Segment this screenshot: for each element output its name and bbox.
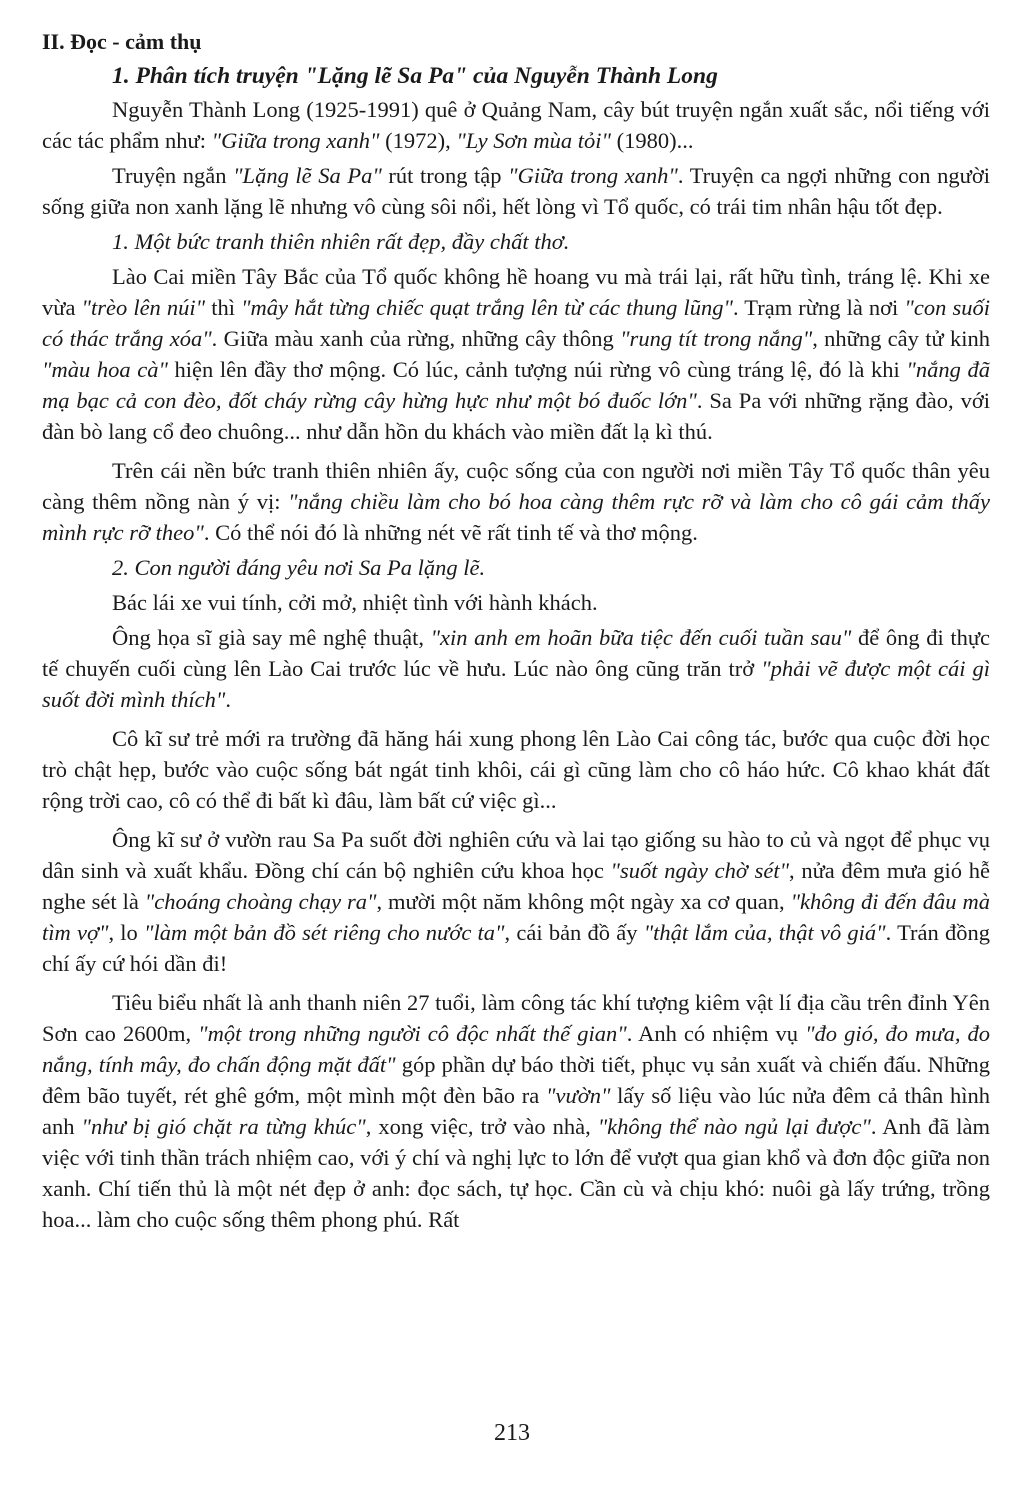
quoted-text: "Giữa trong xanh" <box>508 163 678 188</box>
text-run: , mười một năm không một ngày xa cơ quan, <box>376 889 791 914</box>
quoted-text: "không đi đến đâu mà tìm vợ" <box>42 889 990 945</box>
document-page <box>42 26 990 1239</box>
text-run: 2. Con người đáng yêu nơi Sa Pa lặng lẽ. <box>112 555 486 580</box>
quoted-text: "suốt ngày chờ sét" <box>610 858 790 883</box>
paragraph <box>42 160 990 222</box>
text-run: Tiêu biểu nhất là anh thanh niên 27 tuổi, làm công tác khí tượng kiêm vật lí địa cầu trên đỉnh Yên Sơn cao 2600m, <box>42 990 990 1046</box>
paragraph <box>42 455 990 548</box>
quoted-text: "phải vẽ được một cái gì suốt đời mình thích" <box>42 656 991 712</box>
text-run: . Trạm rừng là nơi <box>732 295 905 320</box>
text-run: . Trán đồng chí ấy cứ hói dần đi! <box>42 920 990 976</box>
quoted-text: "rung tít trong nắng" <box>620 326 813 351</box>
quoted-text: "Ly Sơn mùa tỏi" <box>456 128 611 153</box>
quoted-text: "Lặng lẽ Sa Pa" <box>233 163 382 188</box>
quoted-text: "mây hắt từng chiếc quạt trắng lên từ các thung lũng" <box>241 295 733 320</box>
quoted-text: "không thể nào ngủ lại được" <box>597 1114 871 1139</box>
text-run: Ông họa sĩ già say mê nghệ thuật, <box>112 625 431 650</box>
text-run: (1980)... <box>610 128 694 153</box>
text-run: , cái bản đồ ấy <box>504 920 644 945</box>
quoted-text: "choáng choàng chạy ra" <box>144 889 377 914</box>
text-run: , lo <box>108 920 145 945</box>
paragraph <box>42 261 990 447</box>
paragraph <box>42 723 990 816</box>
text-run: . Truyện ca ngợi những con người sống giữa non xanh lặng lẽ nhưng vô cùng sôi nổi, hết lòng vì Tổ quốc, có trái tim nhân hậu tốt đẹp. <box>42 163 990 219</box>
quoted-text: "thật lắm của, thật vô giá" <box>643 920 886 945</box>
text-run: Nguyễn Thành Long (1925-1991) quê ở Quảng Nam, cây bút truyện ngắn xuất sắc, nổi tiếng với các tác phẩm như: <box>42 97 990 153</box>
text-run: hiện lên đầy thơ mộng. Có lúc, cảnh tượng núi rừng vô cùng tráng lệ, đó là khi <box>167 357 907 382</box>
quoted-text: "trèo lên núi" <box>81 295 206 320</box>
quoted-text: "nắng chiều làm cho bó hoa càng thêm rực rỡ và làm cho cô gái cảm thấy mình rực rỡ theo" <box>42 489 990 545</box>
text-run: . <box>225 687 231 712</box>
quoted-text: "làm một bản đồ sét riêng cho nước ta" <box>144 920 505 945</box>
quoted-text: "như bị gió chặt ra từng khúc" <box>81 1114 366 1139</box>
quoted-text: "một trong những người cô độc nhất thế gian" <box>198 1021 627 1046</box>
paragraphs-container <box>42 94 990 1235</box>
text-run: Trên cái nền bức tranh thiên nhiên ấy, cuộc sống của con người nơi miền Tây Tổ quốc thân yêu càng thêm nồng nàn ý vị: <box>42 458 990 514</box>
sub-title: 1. Phân tích truyện "Lặng lẽ Sa Pa" của Nguyễn Thành Long <box>112 63 718 89</box>
section-heading <box>42 226 990 257</box>
text-run: , xong việc, trở vào nhà, <box>365 1114 598 1139</box>
text-run: (1972), <box>379 128 457 153</box>
paragraph <box>42 587 990 618</box>
text-run: Lào Cai miền Tây Bắc của Tổ quốc không hề hoang vu mà trái lại, rất hữu tình, tráng lệ. Khi xe vừa <box>42 264 990 320</box>
quoted-text: "nắng đã mạ bạc cả con đèo, đốt cháy rừng cây hừng hực như một bó đuốc lớn" <box>42 357 990 413</box>
text-run: góp phần dự báo thời tiết, phục vụ sản xuất và chiến đấu. Những đêm bão tuyết, rét ghê gớm, một mình một đèn bão ra <box>42 1052 990 1108</box>
paragraph <box>42 622 990 715</box>
quoted-text: "xin anh em hoãn bữa tiệc đến cuối tuần sau" <box>430 625 852 650</box>
text-run: Truyện ngắn <box>112 163 234 188</box>
text-run: 1. Một bức tranh thiên nhiên rất đẹp, đầy chất thơ. <box>112 229 570 254</box>
paragraph <box>42 987 990 1235</box>
page-number: 213 <box>494 1420 530 1446</box>
text-run: để ông đi thực tế chuyến cuối cùng lên Lào Cai trước lúc về hưu. Lúc nào ông cũng trăn trở <box>42 625 991 681</box>
text-run: thì <box>205 295 242 320</box>
text-run: . Anh có nhiệm vụ <box>626 1021 806 1046</box>
text-run: rút trong tập <box>381 163 509 188</box>
text-run: . Anh đã làm việc với tinh thần trách nhiệm cao, với ý chí và nghị lực to lớn để vượt qua gian khổ và đơn độc giữa non xanh. Chí tiến thủ là một nét đẹp ở anh: đọc sách, tự học. Cần cù và chịu khó: nuôi gà lấy trứng, trồng hoa... làm cho cuộc sống thêm phong phú. Rất <box>42 1114 990 1232</box>
quoted-text: "màu hoa cà" <box>42 357 168 382</box>
text-run: Cô kĩ sư trẻ mới ra trường đã hăng hái xung phong lên Lào Cai công tác, bước qua cuộc đời học trò chật hẹp, bước vào cuộc sống bát ngát tinh khôi, cái gì cũng làm cho cô háo hức. Cô khao khát đất rộng trời cao, cô có thể đi bất kì đâu, làm bất cứ việc gì... <box>42 726 990 813</box>
text-run: . Có thể nói đó là những nét vẽ rất tinh tế và thơ mộng. <box>203 520 698 545</box>
paragraph <box>42 824 990 979</box>
paragraph <box>42 94 990 156</box>
text-run: Ông kĩ sư ở vườn rau Sa Pa suốt đời nghiên cứu và lai tạo giống su hào to củ và ngọt để phục vụ dân sinh và xuất khẩu. Đồng chí cán bộ nghiên cứu khoa học <box>42 827 990 883</box>
text-run: . Giữa màu xanh của rừng, những cây thông <box>211 326 621 351</box>
text-run: Bác lái xe vui tính, cởi mở, nhiệt tình với hành khách. <box>112 590 598 615</box>
text-run: , những cây tử kinh <box>812 326 990 351</box>
text-run: lấy số liệu vào lúc nửa đêm cả thân hình anh <box>42 1083 990 1139</box>
quoted-text: "Giữa trong xanh" <box>211 128 380 153</box>
section-title: II. Đọc - cảm thụ <box>42 29 202 54</box>
quoted-text: "đo gió, đo mưa, đo nắng, tính mây, đo chấn động mặt đất" <box>42 1021 990 1077</box>
quoted-text: "vườn" <box>546 1083 611 1108</box>
text-run: . Sa Pa với những rặng đào, với đàn bò lang cổ đeo chuông... như dẫn hồn du khách vào miền đất lạ kì thú. <box>42 388 990 444</box>
section-heading <box>42 552 990 583</box>
quoted-text: "con suối có thác trắng xóa" <box>42 295 990 351</box>
text-run: , nửa đêm mưa gió hễ nghe sét là <box>42 858 990 914</box>
